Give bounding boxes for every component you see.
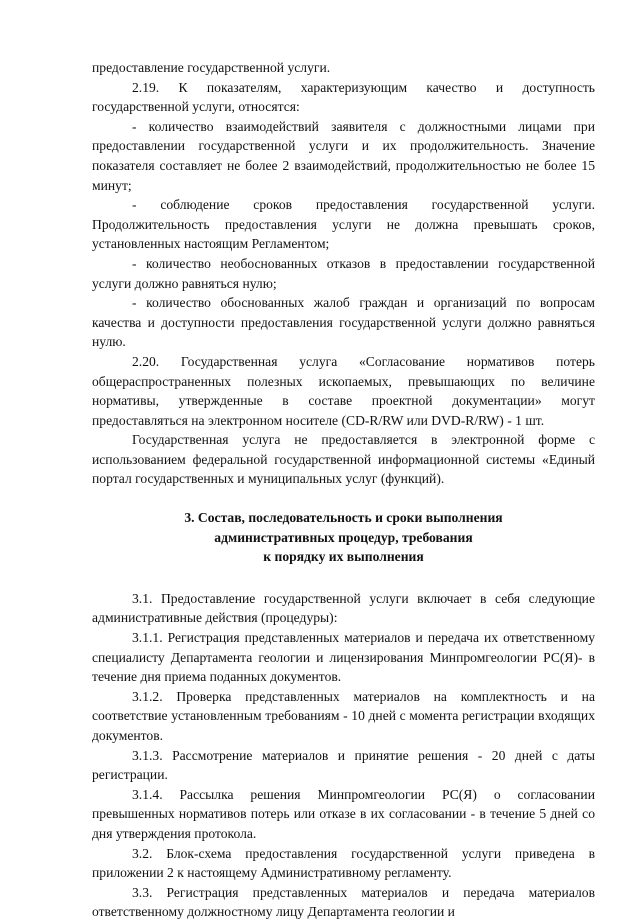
document-body — [92, 58, 595, 922]
paragraph-3-1-1: 3.1.1. Регистрация представленных материалов и передача их ответственному специалисту Департамента геологии и лицензирования Минпромгеологии РС(Я)- в течение дня приема поданных документов. — [92, 630, 595, 685]
paragraph-bullet-deadlines: - соблюдение сроков предоставления государственной услуги. Продолжительность предоставления услуги не должна превышать сроков, установленных настоящим Регламентом; — [92, 197, 595, 252]
paragraph-3-2: 3.2. Блок-схема предоставления государственной услуги приведена в приложении 2 к настоящему Административному регламенту. — [92, 845, 595, 881]
paragraph-3-1-4: 3.1.4. Рассылка решения Минпромгеологии РС(Я) о согласовании превышенных нормативов потерь или отказе в их согласовании - в течение 5 дней со дня утверждения протокола. — [92, 786, 595, 841]
paragraph-bullet-interactions: - количество взаимодействий заявителя с должностными лицами при предоставлении государственной услуги и их продолжительность. Значение показателя составляет не более 2 взаимодействий, продолжительностью не более 15 минут; — [92, 118, 595, 193]
paragraph-bullet-complaints: - количество обоснованных жалоб граждан и организаций по вопросам качества и доступности предоставления государственной услуги должно равняться нулю. — [92, 295, 595, 350]
paragraph-3-1-3: 3.1.3. Рассмотрение материалов и принятие решения - 20 дней с даты регистрации. — [92, 747, 595, 783]
paragraph-2-20: 2.20. Государственная услуга «Согласование нормативов потерь общераспространенных полезных ископаемых, превышающих по величине нормативы, утвержденные в составе проектной документации» могут предоставляться на электронном носителе (CD-R/RW или DVD-R/RW) - 1 шт. — [92, 353, 595, 428]
paragraph-continuation: предоставление государственной услуги. — [92, 60, 331, 75]
paragraph-3-3: 3.3. Регистрация представленных материалов и передача материалов ответственному должностному лицу Департамента геологии и — [92, 884, 595, 920]
section-heading-line-1: 3. Состав, последовательность и сроки выполнения — [184, 510, 503, 526]
paragraph-2-19: 2.19. К показателям, характеризующим качество и доступность государственной услуги, относятся: — [92, 79, 595, 115]
paragraph-electronic-form: Государственная услуга не предоставляется в электронной форме с использованием федеральной государственной информационной системы «Единый портал государственных и муниципальных услуг (функций). — [92, 432, 595, 487]
spacer — [92, 489, 595, 508]
section-heading-line-3: к порядку их выполнения — [263, 549, 424, 565]
paragraph-bullet-refusals: - количество необоснованных отказов в предоставлении государственной услуги должно равняться нулю; — [92, 255, 595, 291]
section-heading-line-2: административных процедур, требования — [214, 529, 473, 545]
spacer — [92, 567, 595, 589]
paragraph-3-1-2: 3.1.2. Проверка представленных материалов на комплектность и на соответствие установленным требованиям - 10 дней с момента регистрации входящих документов. — [92, 688, 595, 743]
paragraph-3-1: 3.1. Предоставление государственной услуги включает в себя следующие административные действия (процедуры): — [92, 590, 595, 626]
